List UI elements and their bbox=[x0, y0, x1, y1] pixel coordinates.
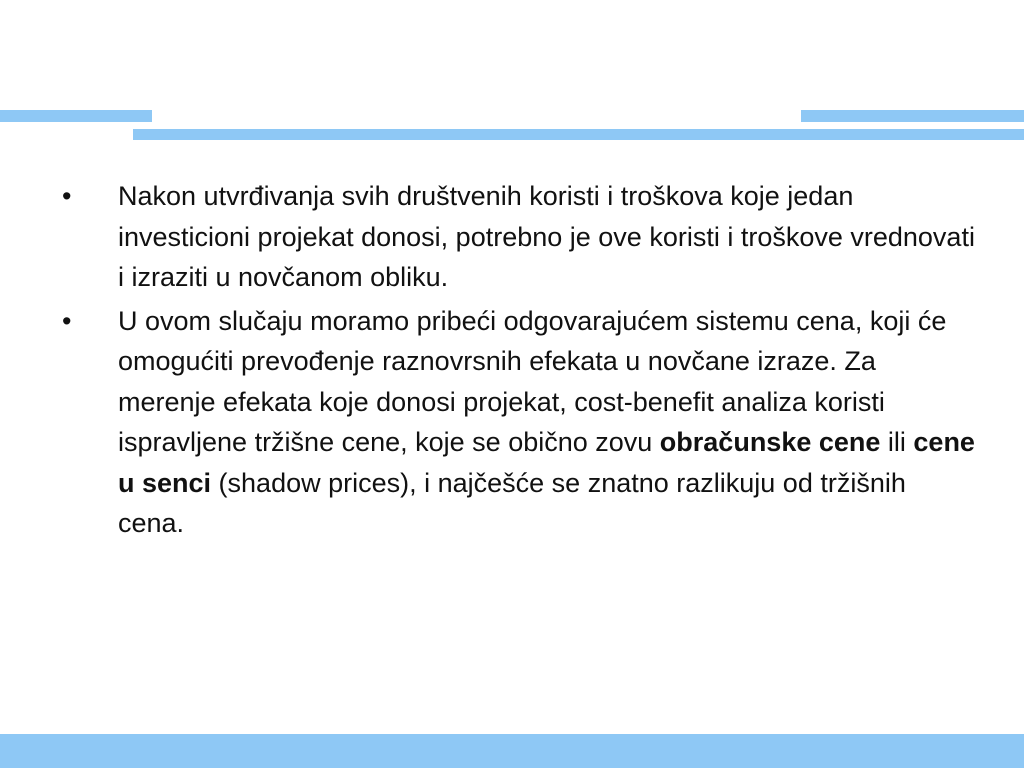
bullet-text-2-part3: (shadow prices), i najčešće se znatno razlikuju od tržišnih cena. bbox=[118, 467, 906, 538]
bullet-text-1: Nakon utvrđivanja svih društvenih koristi i troškova koje jedan investicioni projekat donosi, potrebno je ove koristi i troškove vrednovati i izraziti u novčanom obliku. bbox=[118, 181, 975, 292]
top-accent-bar bbox=[152, 129, 1024, 140]
term-cene-u-senci: cene u senci bbox=[118, 427, 975, 498]
slide-body bbox=[58, 176, 978, 547]
bottom-accent-bar bbox=[0, 734, 1024, 768]
bullet-item-1 bbox=[58, 176, 978, 298]
top-left-accent-step bbox=[133, 129, 152, 140]
bullet-icon: • bbox=[62, 181, 72, 211]
top-left-accent-bar bbox=[0, 110, 152, 122]
term-obracunske-cene: obračunske cene bbox=[659, 427, 881, 457]
top-right-accent-bar bbox=[801, 110, 1024, 122]
bullet-text-2-part1: U ovom slučaju moramo pribeći odgovarajućem sistemu cena, koji će omogućiti prevođenje raznovrsnih efekata u novčane izraze. Za merenje efekata koje donosi projekat, cost-benefit analiza koristi ispravljene tržišne cene, koje se obično zovu bbox=[118, 305, 947, 457]
bullet-icon: • bbox=[62, 305, 72, 336]
bullet-text-2 bbox=[118, 301, 978, 544]
bullet-item-2 bbox=[58, 301, 978, 544]
bullet-text-2-part2: ili bbox=[880, 427, 914, 457]
